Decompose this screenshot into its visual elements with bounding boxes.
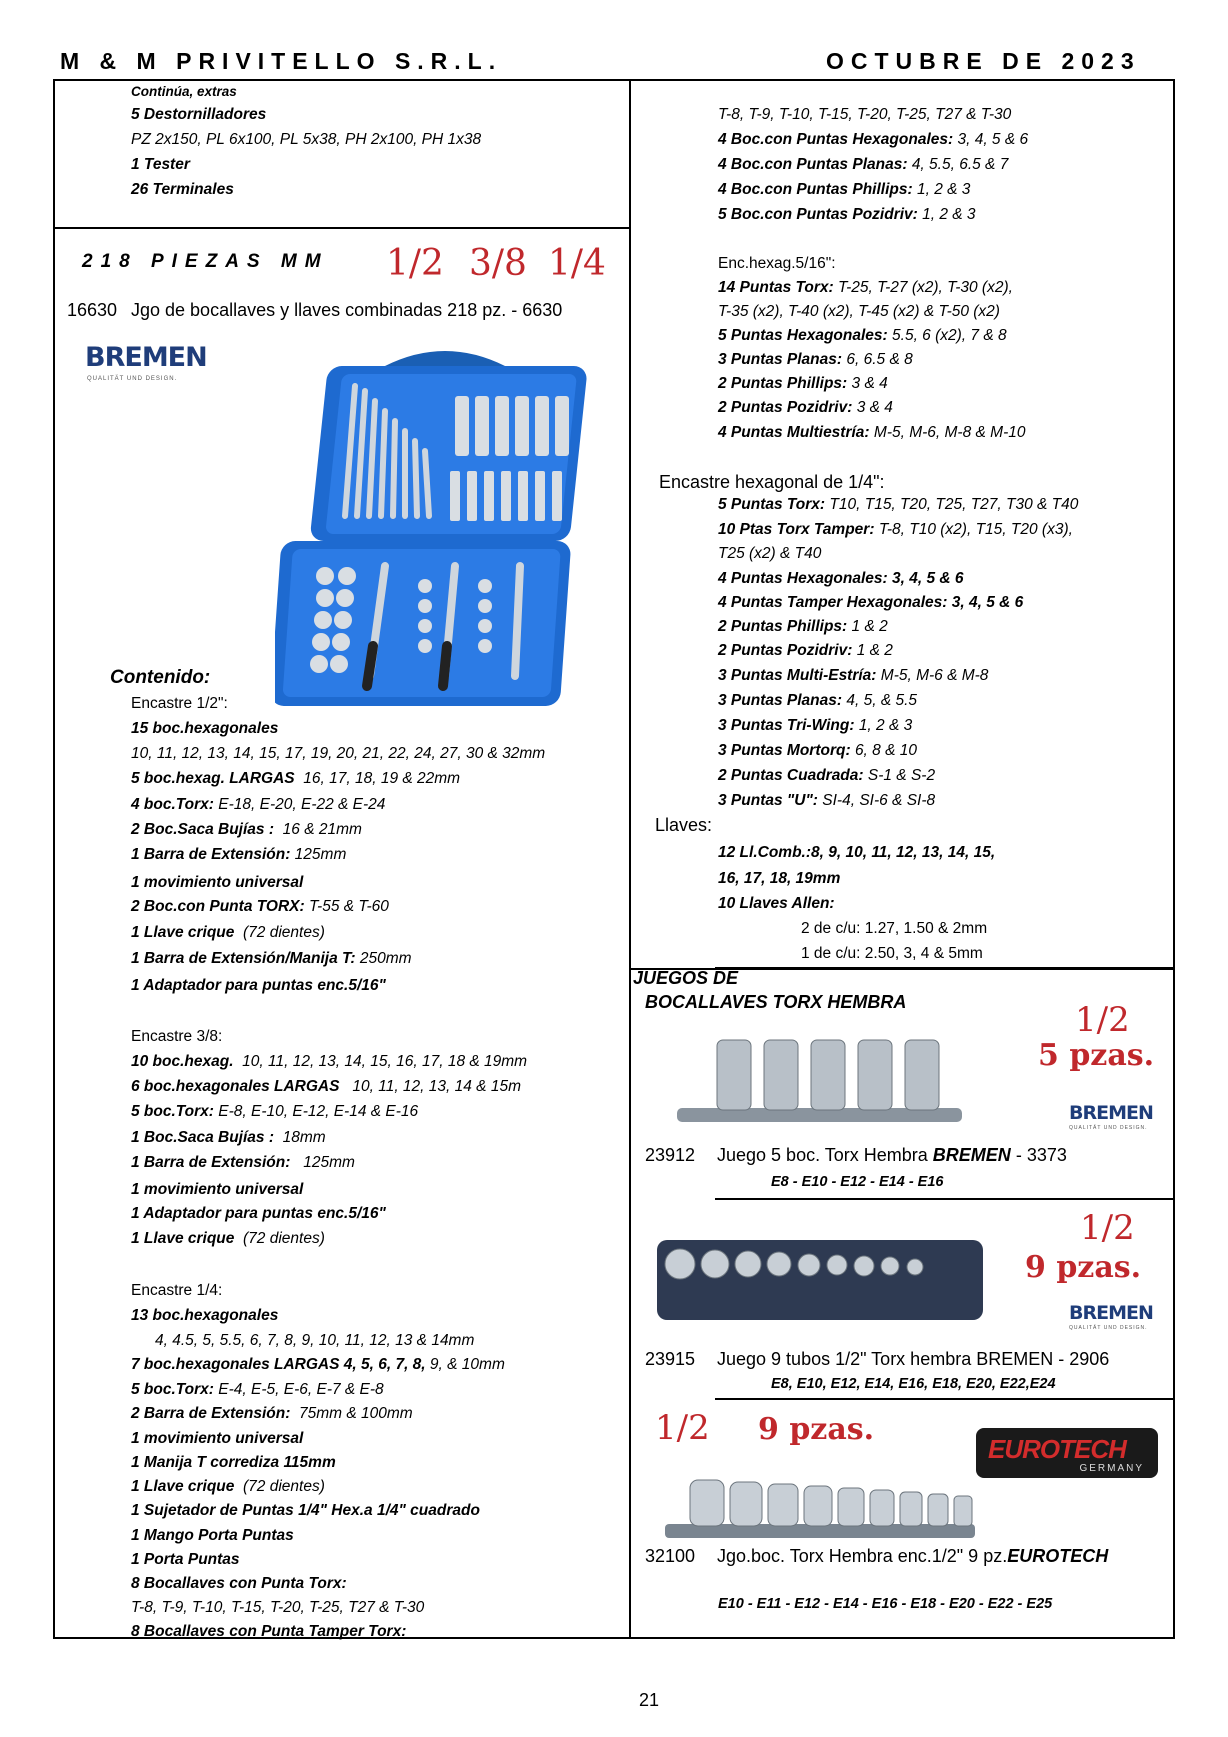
list-item: 5 Boc.con Puntas Pozidriv: 1, 2 & 3 xyxy=(718,206,976,223)
subheading: Encastre 1/4: xyxy=(131,1282,223,1299)
document-date: OCTUBRE DE 2023 xyxy=(826,48,1141,74)
list-item: 5 boc.Torx: E-4, E-5, E-6, E-7 & E-8 xyxy=(131,1381,384,1398)
list-item: 16, 17, 18, 19mm xyxy=(718,870,841,887)
list-item: 2 Boc.con Punta TORX: T-55 & T-60 xyxy=(131,898,389,915)
list-item: 5 boc.hexag. LARGAS 16, 17, 18, 19 & 22mm xyxy=(131,770,461,787)
column-divider xyxy=(629,79,631,1639)
list-item: 8 Bocallaves con Punta Tamper Torx: xyxy=(131,1623,407,1640)
section-title: BOCALLAVES TORX HEMBRA xyxy=(645,992,907,1012)
list-item: 13 boc.hexagonales xyxy=(131,1307,279,1324)
list-item: 7 boc.hexagonales LARGAS 4, 5, 6, 7, 8, 9, & 10mm xyxy=(131,1356,505,1373)
list-item: 1 Manija T corrediza 115mm xyxy=(131,1454,336,1471)
bremen-logo: BREMEN xyxy=(85,342,207,373)
product-code: 32100 xyxy=(645,1546,696,1566)
eurotech-logo: EUROTECH GERMANY xyxy=(976,1428,1158,1478)
company-name: M & M PRIVITELLO S.R.L. xyxy=(60,48,503,74)
torx-socket-set-image xyxy=(672,1030,967,1130)
list-item: 1 Barra de Extensión: 125mm xyxy=(131,846,347,863)
size-label: 1/2 xyxy=(1080,1208,1135,1248)
list-item: 4 Boc.con Puntas Planas: 4, 5.5, 6.5 & 7 xyxy=(718,156,1009,173)
product-code: 23915 xyxy=(645,1349,696,1369)
list-item: 2 Puntas Phillips: 1 & 2 xyxy=(718,618,888,635)
list-item: 1 Llave crique (72 dientes) xyxy=(131,1478,325,1495)
list-item: 10, 11, 12, 13, 14, 15, 17, 19, 20, 21, 22, 24, 27, 30 & 32mm xyxy=(131,745,546,762)
list-item: 1 Porta Puntas xyxy=(131,1551,240,1568)
product-description: Juego 9 tubos 1/2" Torx hembra BREMEN - 2906 xyxy=(717,1349,1110,1369)
list-item: 4 Puntas Hexagonales: 3, 4, 5 & 6 xyxy=(718,570,964,587)
list-item: 4 Boc.con Puntas Phillips: 1, 2 & 3 xyxy=(718,181,971,198)
bremen-logo: BREMEN xyxy=(1069,1102,1153,1124)
list-item: 3 Puntas Planas: 6, 6.5 & 8 xyxy=(718,351,913,368)
list-item: 1 Sujetador de Puntas 1/4" Hex.a 1/4" cuadrado xyxy=(131,1502,480,1519)
list-item: 1 movimiento universal xyxy=(131,874,304,891)
list-item: T-8, T-9, T-10, T-15, T-20, T-25, T27 & T-30 xyxy=(131,1599,425,1616)
list-item: 1 movimiento universal xyxy=(131,1181,304,1198)
size-label: 1/2 xyxy=(655,1408,710,1448)
section-title: JUEGOS DE xyxy=(633,968,739,988)
list-item: 1 Adaptador para puntas enc.5/16" xyxy=(131,977,386,994)
bremen-logo-sub: QUALITÄT UND DESIGN. xyxy=(87,376,178,382)
product-description: Jgo de bocallaves y llaves combinadas 218 pz. - 6630 xyxy=(131,300,563,320)
list-item: 14 Puntas Torx: T-25, T-27 (x2), T-30 (x2), xyxy=(718,279,1013,296)
contenido-heading: Contenido: xyxy=(110,667,211,688)
list-item: T-8, T-9, T-10, T-15, T-20, T-25, T27 & T-30 xyxy=(718,106,1012,123)
continuation-title: Continúa, extras xyxy=(131,84,237,99)
list-item: 3 Puntas Tri-Wing: 1, 2 & 3 xyxy=(718,717,913,734)
size-label: 3/8 xyxy=(469,243,527,284)
toolbox-image xyxy=(275,346,615,716)
list-item: 3 Puntas Multi-Estría: M-5, M-6 & M-8 xyxy=(718,667,989,684)
list-item: 2 de c/u: 1.27, 1.50 & 2mm xyxy=(801,920,988,937)
subheading: Encastre hexagonal de 1/4": xyxy=(659,472,885,492)
list-item: 15 boc.hexagonales xyxy=(131,720,279,737)
list-item: 2 Puntas Pozidriv: 3 & 4 xyxy=(718,399,893,416)
torx-socket-tray-image xyxy=(655,1232,985,1324)
list-item: 10 boc.hexag. 10, 11, 12, 13, 14, 15, 16, 17, 18 & 19mm xyxy=(131,1053,528,1070)
pieces-label: 9 pzas. xyxy=(1025,1250,1142,1285)
list-item: 8 Bocallaves con Punta Torx: xyxy=(131,1575,347,1592)
bremen-logo-sub: QUALITÄT UND DESIGN. xyxy=(1069,1125,1148,1131)
size-label: 1/4 xyxy=(548,243,606,284)
list-item: 1 Tester xyxy=(131,156,190,173)
underline xyxy=(715,967,1175,968)
list-item: 2 Puntas Pozidriv: 1 & 2 xyxy=(718,642,893,659)
page-number: 21 xyxy=(639,1690,660,1710)
list-item: 1 de c/u: 2.50, 3, 4 & 5mm xyxy=(801,945,983,962)
list-item: 1 Barra de Extensión: 125mm xyxy=(131,1154,355,1171)
list-item: T-35 (x2), T-40 (x2), T-45 (x2) & T-50 (x2) xyxy=(718,303,1000,320)
product-description: Jgo.boc. Torx Hembra enc.1/2" 9 pz.EUROTECH xyxy=(717,1546,1109,1566)
list-item: 1 Barra de Extensión/Manija T: 250mm xyxy=(131,950,412,967)
list-item: 1 Llave crique (72 dientes) xyxy=(131,924,325,941)
divider xyxy=(715,1398,1175,1400)
list-item: 3 Puntas Mortorq: 6, 8 & 10 xyxy=(718,742,917,759)
list-item: 5 Puntas Hexagonales: 5.5, 6 (x2), 7 & 8 xyxy=(718,327,1007,344)
pieces-label: 5 pzas. xyxy=(1038,1038,1155,1073)
bremen-logo: BREMEN xyxy=(1069,1302,1153,1324)
size-list: E10 - E11 - E12 - E14 - E16 - E18 - E20 - E22 - E25 xyxy=(718,1596,1053,1612)
list-item: 2 Boc.Saca Bujías : 16 & 21mm xyxy=(131,821,362,838)
pieces-label: 9 pzas. xyxy=(758,1412,875,1447)
list-item: 1 Llave crique (72 dientes) xyxy=(131,1230,325,1247)
list-item: 5 Destornilladores xyxy=(131,106,267,123)
product-description: Juego 5 boc. Torx Hembra BREMEN - 3373 xyxy=(717,1145,1067,1165)
torx-socket-rail-image xyxy=(660,1472,980,1547)
list-item: 3 Puntas Planas: 4, 5, & 5.5 xyxy=(718,692,918,709)
list-item: 2 Puntas Cuadrada: S-1 & S-2 xyxy=(718,767,936,784)
size-label: 1/2 xyxy=(386,243,444,284)
list-item: 10 Llaves Allen: xyxy=(718,895,835,912)
product-code: 23912 xyxy=(645,1145,696,1165)
list-item: 1 Mango Porta Puntas xyxy=(131,1527,294,1544)
list-item: 2 Barra de Extensión: 75mm & 100mm xyxy=(131,1405,413,1422)
subheading: Enc.hexag.5/16": xyxy=(718,255,836,272)
size-list: E8 - E10 - E12 - E14 - E16 xyxy=(771,1174,944,1190)
size-list: E8, E10, E12, E14, E16, E18, E20, E22,E24 xyxy=(771,1376,1056,1392)
list-item: 1 Boc.Saca Bujías : 18mm xyxy=(131,1129,326,1146)
list-item: PZ 2x150, PL 6x100, PL 5x38, PH 2x100, PH 1x38 xyxy=(131,131,482,148)
list-item: 4 boc.Torx: E-18, E-20, E-22 & E-24 xyxy=(131,796,386,813)
list-item: 6 boc.hexagonales LARGAS 10, 11, 12, 13, 14 & 15m xyxy=(131,1078,521,1095)
list-item: 26 Terminales xyxy=(131,181,234,198)
list-item: 5 Puntas Torx: T10, T15, T20, T25, T27, T30 & T40 xyxy=(718,496,1079,513)
list-item: 3 Puntas "U": SI-4, SI-6 & SI-8 xyxy=(718,792,936,809)
list-item: T25 (x2) & T40 xyxy=(718,545,822,562)
list-item: 1 Adaptador para puntas enc.5/16" xyxy=(131,1205,386,1222)
size-label: 1/2 xyxy=(1075,1000,1130,1040)
divider xyxy=(715,1198,1175,1200)
list-item: 2 Puntas Phillips: 3 & 4 xyxy=(718,375,888,392)
list-item: 10 Ptas Torx Tamper: T-8, T10 (x2), T15, T20 (x3), xyxy=(718,521,1073,538)
bremen-logo-sub: QUALITÄT UND DESIGN. xyxy=(1069,1325,1148,1331)
product-code: 16630 xyxy=(67,300,118,320)
list-item: 4 Puntas Tamper Hexagonales: 3, 4, 5 & 6 xyxy=(718,594,1024,611)
list-item: 4 Puntas Multiestría: M-5, M-6, M-8 & M-10 xyxy=(718,424,1026,441)
divider xyxy=(53,227,630,229)
subheading: Encastre 1/2": xyxy=(131,695,228,712)
subheading: Encastre 3/8: xyxy=(131,1028,223,1045)
list-item: 5 boc.Torx: E-8, E-10, E-12, E-14 & E-16 xyxy=(131,1103,419,1120)
list-item: 4, 4.5, 5, 5.5, 6, 7, 8, 9, 10, 11, 12, 13 & 14mm xyxy=(155,1332,475,1349)
list-item: 4 Boc.con Puntas Hexagonales: 3, 4, 5 & 6 xyxy=(718,131,1029,148)
list-item: 12 Ll.Comb.:8, 9, 10, 11, 12, 13, 14, 15, xyxy=(718,844,996,861)
list-item: 1 movimiento universal xyxy=(131,1430,304,1447)
section-title: 218 PIEZAS MM xyxy=(82,251,329,272)
subheading: Llaves: xyxy=(655,815,713,835)
